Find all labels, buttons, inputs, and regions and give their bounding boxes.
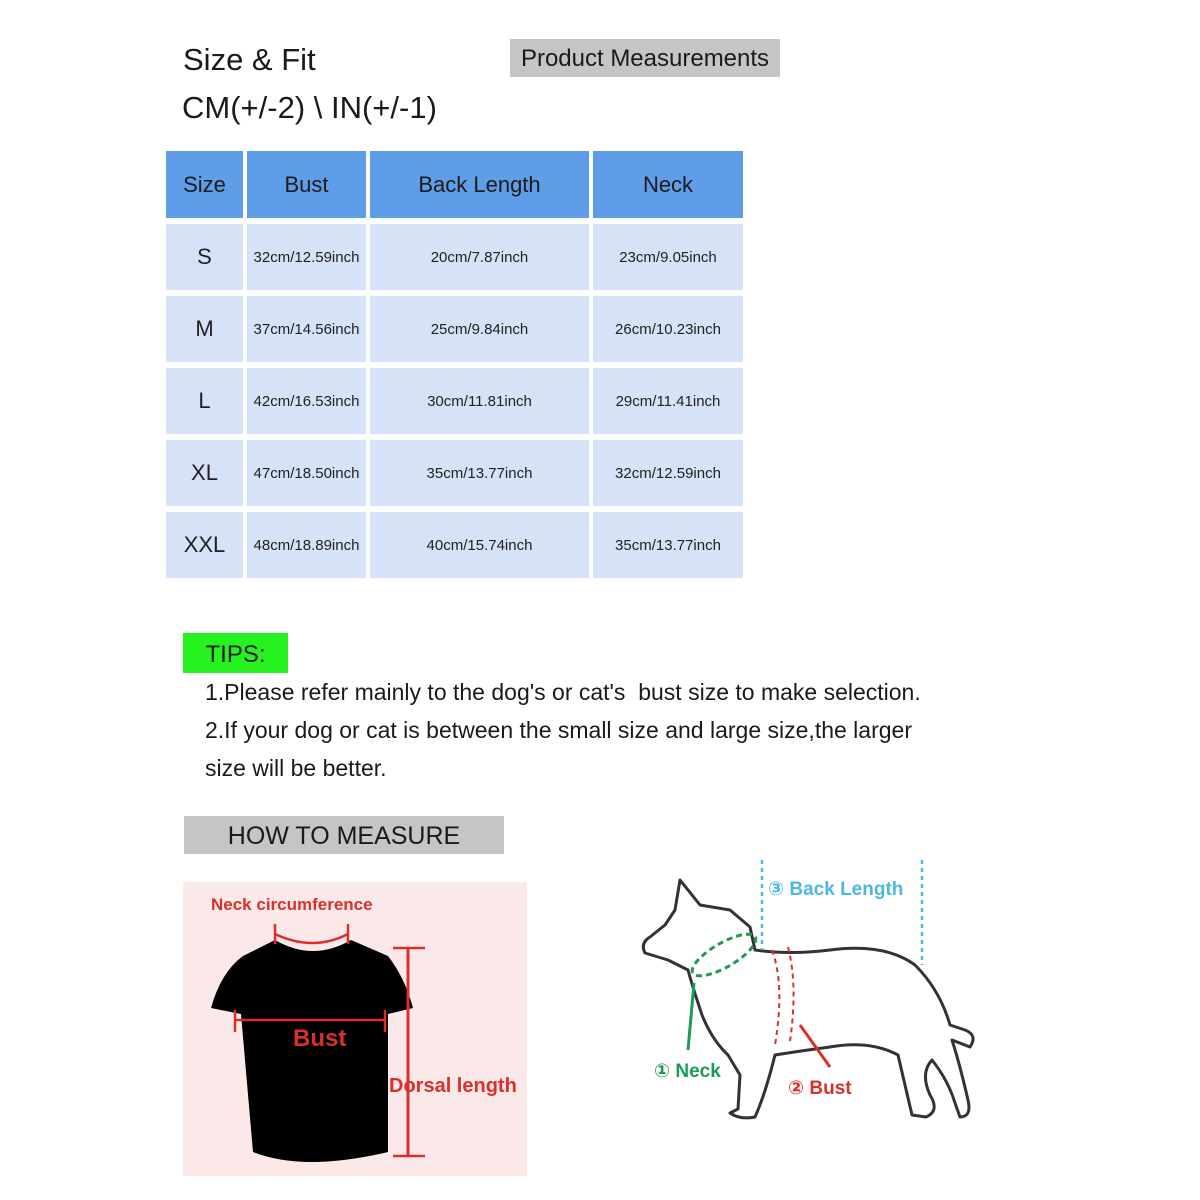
cell-neck: 35cm/13.77inch [593,512,743,578]
cell-neck: 23cm/9.05inch [593,224,743,290]
shirt-measure-illustration [183,882,527,1176]
cell-neck: 26cm/10.23inch [593,296,743,362]
bust-label: Bust [293,1025,347,1052]
units-subtitle: CM(+/-2) \ IN(+/-1) [182,90,437,125]
neck-pointer-line [688,983,694,1050]
header-bust: Bust [247,151,366,218]
back-length-label: ③ Back Length [768,879,904,900]
tip-line-2: 2.If your dog or cat is between the small size and large size,the larger [205,717,912,743]
header-size: Size [166,151,243,218]
cell-neck: 29cm/11.41inch [593,368,743,434]
cell-bust: 32cm/12.59inch [247,224,366,290]
cell-neck: 32cm/12.59inch [593,440,743,506]
cell-back-length: 30cm/11.81inch [370,368,589,434]
tip-line-3: size will be better. [205,755,387,781]
neck-circumference-label: Neck circumference [211,895,373,914]
product-measurements-badge: Product Measurements [510,39,780,77]
cell-size: S [166,224,243,290]
cell-bust: 42cm/16.53inch [247,368,366,434]
header-neck: Neck [593,151,743,218]
bust-measure-marks [772,947,794,1045]
dog-measure-illustration [630,855,1000,1135]
size-table [166,151,744,579]
cell-size: XL [166,440,243,506]
neck-measure-line [275,934,348,943]
size-fit-title: Size & Fit [183,42,316,77]
cell-back-length: 35cm/13.77inch [370,440,589,506]
dog-illustration [630,855,1000,1135]
bust-pointer-line [800,1025,830,1067]
tip-line-1: 1.Please refer mainly to the dog's or cat's bust size to make selection. [205,679,921,705]
neck-measure-ring [687,927,761,984]
header-back-length: Back Length [370,151,589,218]
dorsal-length-label: Dorsal length [389,1075,517,1097]
cell-bust: 47cm/18.50inch [247,440,366,506]
cell-back-length: 20cm/7.87inch [370,224,589,290]
bust-dog-label: ② Bust [788,1078,852,1099]
cell-size: XXL [166,512,243,578]
cell-back-length: 25cm/9.84inch [370,296,589,362]
cell-size: M [166,296,243,362]
cell-bust: 37cm/14.56inch [247,296,366,362]
neck-dog-label: ① Neck [654,1061,721,1082]
tips-badge: TIPS: [183,633,288,673]
how-to-measure-badge: HOW TO MEASURE [184,816,504,854]
cell-size: L [166,368,243,434]
cell-bust: 48cm/18.89inch [247,512,366,578]
shirt-illustration [183,882,527,1176]
cell-back-length: 40cm/15.74inch [370,512,589,578]
